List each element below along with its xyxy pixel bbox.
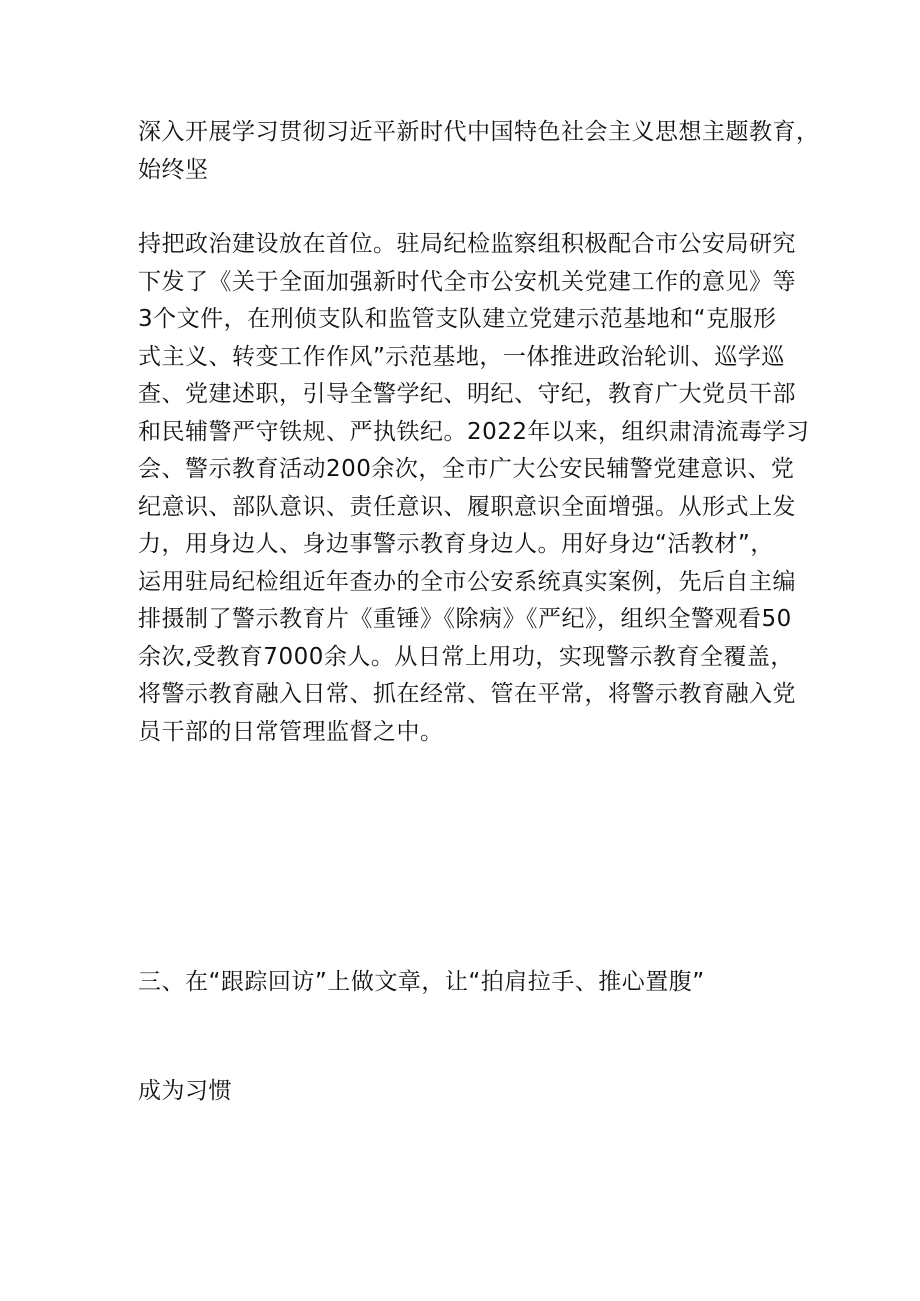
text-line: 始终坚: [138, 156, 209, 183]
section-heading: [138, 964, 808, 1002]
text-line: 员干部的日常管理监督之中。: [138, 718, 444, 745]
section-heading-continuation: [138, 1073, 808, 1111]
text-line: 排摄制了警示教育片《重锤》《除病》《严纪》，组织全警观看50: [138, 606, 792, 632]
text-line: 3个文件，在刑侦支队和监管支队建立党建示范基地和“克服形: [138, 306, 777, 332]
text-line: 余次,受教育7000余人。从日常上用功，实现警示教育全覆盖，: [138, 643, 794, 670]
text-line: 会、警示教育活动200余次，全市广大公安民辅警党建意识、党: [138, 456, 795, 482]
text-line: 查、党建述职，引导全警学纪、明纪、守纪，教育广大党员干部: [138, 381, 796, 407]
text-line: 和民辅警严守铁规、严执铁纪。2022年以来，组织肃清流毒学习: [138, 418, 810, 445]
text-line: 成为习惯: [138, 1078, 232, 1104]
text-line: 深入开展学习贯彻习近平新时代中国特色社会主义思想主题教育，: [138, 119, 820, 145]
text-line: 运用驻局纪检组近年查办的全市公安系统真实案例，先后自主编: [138, 568, 796, 595]
text-line: 下发了《关于全面加强新时代全市公安机关党建工作的意见》等: [138, 268, 796, 295]
paragraph-intro: [138, 114, 820, 189]
text-line: 三、在“跟踪回访”上做文章，让“拍肩拉手、推心置腹”: [138, 969, 705, 995]
paragraph-body: [138, 226, 808, 751]
text-line: 持把政治建设放在首位。驻局纪检监察组积极配合市公安局研究: [138, 231, 796, 257]
text-line: 纪意识、部队意识、责任意识、履职意识全面增强。从形式上发: [138, 493, 796, 520]
text-line: 式主义、转变工作作风”示范基地，一体推进政治轮训、巡学巡: [138, 343, 785, 370]
text-line: 力，用身边人、身边事警示教育身边人。用好身边“活教材”，: [138, 531, 774, 557]
text-line: 将警示教育融入日常、抓在经常、管在平常，将警示教育融入党: [138, 681, 796, 707]
